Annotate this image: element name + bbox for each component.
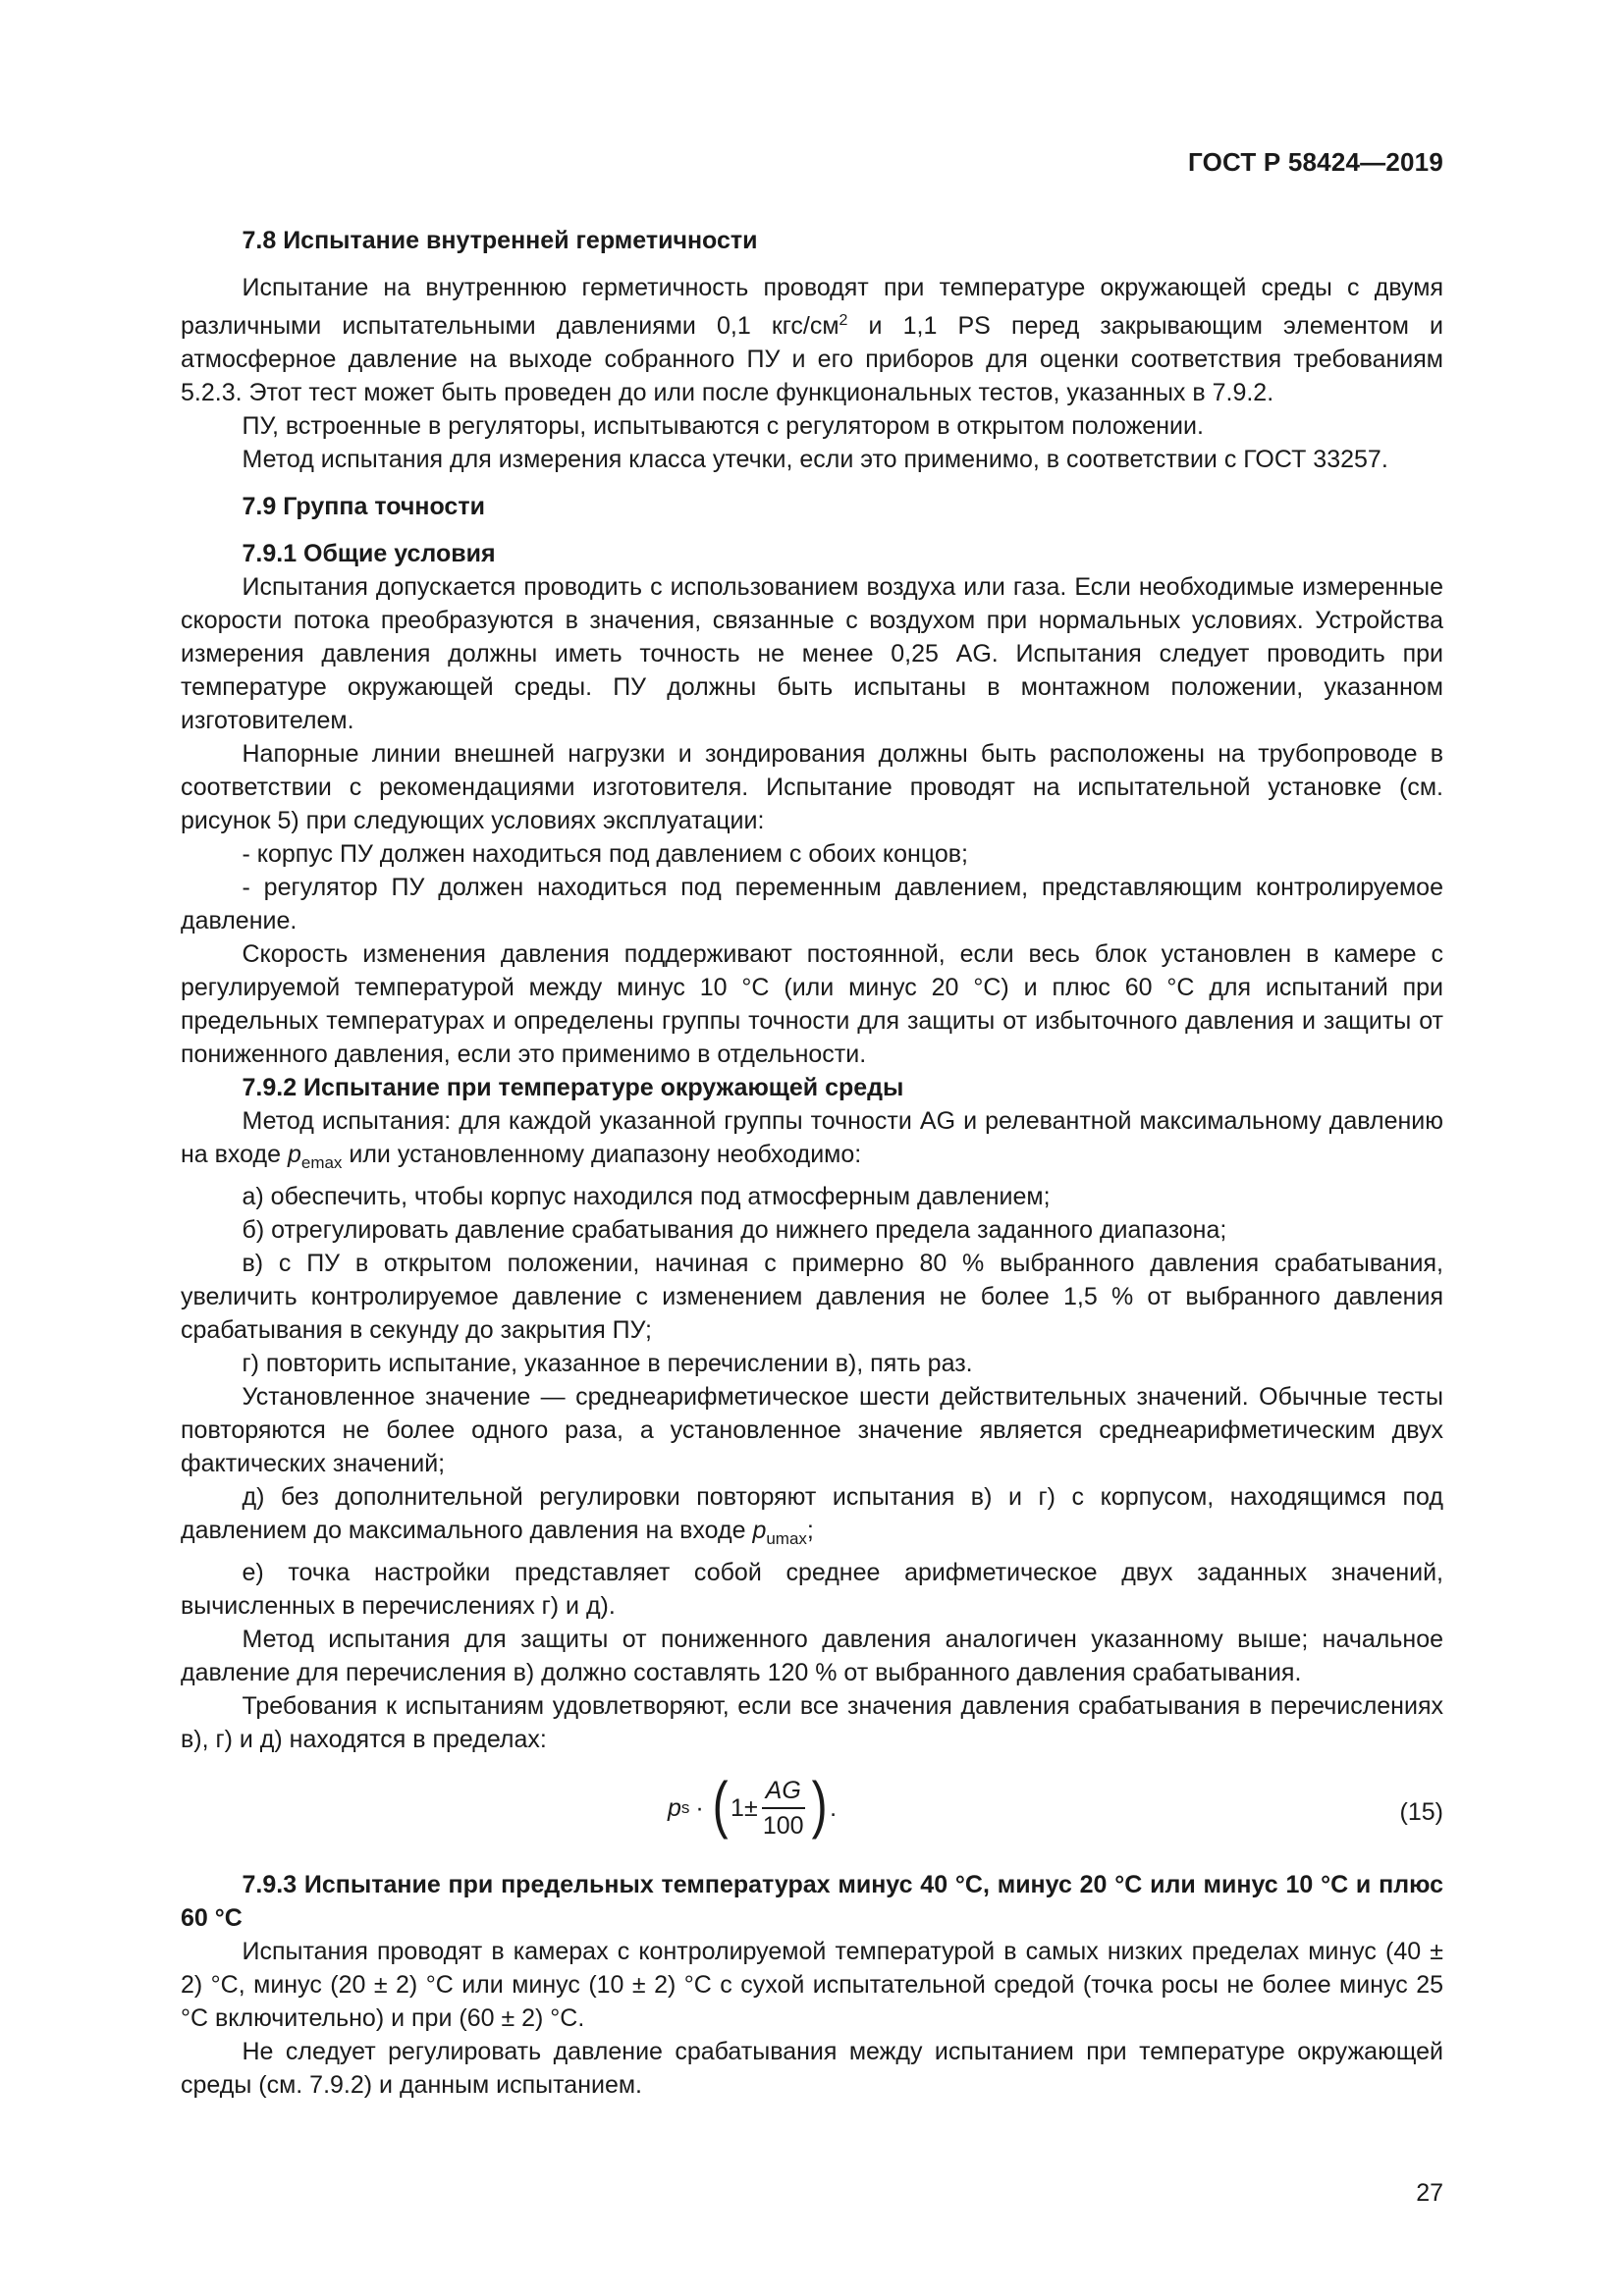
- list-item: е) точка настройки представляет собой среднее арифметическое двух заданных значений, вычисленных в перечислениях г) и д).: [181, 1559, 1443, 1620]
- document-header-id: ГОСТ Р 58424—2019: [1188, 147, 1443, 177]
- paragraph: Испытание на внутреннюю герметичность проводят при температуре окружающей среды с двумя различными испытательными давлениями 0,1 кгс/$см^2$ и 1,1 PS перед закрывающим элементом и атмосферное давление на выходе собранного ПУ и его приборов для оценки соответствия требованиям 5.2.3. Этот тест может быть проведен до или после функциональных тестов, указанных в 7.9.2.: [181, 274, 1443, 406]
- list-item: в) с ПУ в открытом положении, начиная с примерно 80 % выбранного давления срабатывания, увеличить контролируемое давление с изменением давления не более 1,5 % от выбранного давления срабатывания в секунду до закрытия ПУ;: [181, 1250, 1443, 1344]
- paragraph: Не следует регулировать давление срабатывания между испытанием при температуре окружающей среды (см. 7.9.2) и данным испытанием.: [181, 2038, 1443, 2099]
- paragraph: Скорость изменения давления поддерживают постоянной, если весь блок установлен в камере с регулируемой температурой между минус 10 °С (или минус 20 °С) и плюс 60 °С для испытаний при предельных температурах и определены группы точности для защиты от избыточного давления и защиты от пониженного давления, если это применимо в отдельности.: [181, 940, 1443, 1068]
- subsection-heading-7-9-3: 7.9.3 Испытание при предельных температурах минус 40 °С, минус 20 °С или минус 10 °С и плюс 60 °С: [181, 1871, 1443, 1932]
- list-item: б) отрегулировать давление срабатывания до нижнего предела заданного диапазона;: [242, 1216, 1227, 1244]
- paragraph: ПУ, встроенные в регуляторы, испытываются с регулятором в открытом положении.: [242, 412, 1204, 440]
- fraction: $\frac{AG}{100}$: [762, 1777, 804, 1840]
- subsection-heading-7-9-1: 7.9.1 Общие условия: [242, 540, 496, 567]
- paragraph: Метод испытания для измерения класса утечки, если это применимо, в соответствии с ГОСТ 33257.: [242, 446, 1388, 473]
- document-body: [181, 224, 1443, 2102]
- equation-number: (15): [1399, 1798, 1443, 1826]
- list-item: - корпус ПУ должен находиться под давлением с обоих концов;: [242, 840, 969, 868]
- paragraph: Испытания проводят в камерах с контролируемой температурой в самых низких пределах минус (40 ± 2) °С, минус (20 ± 2) °С или минус (10 ± 2) °С с сухой испытательной средой (точка росы не более минус 25 °С включительно) и при (60 ± 2) °С.: [181, 1938, 1443, 2032]
- list-item: г) повторить испытание, указанное в перечислении в), пять раз.: [242, 1350, 973, 1377]
- paragraph: Испытания допускается проводить с использованием воздуха или газа. Если необходимые измеренные скорости потока преобразуются в значения, связанные с воздухом при нормальных условиях. Устройства измерения давления должны иметь точность не менее 0,25 AG. Испытания следует проводить при температуре окружающей среды. ПУ должны быть испытаны в монтажном положении, указанном изготовителем.: [181, 573, 1443, 734]
- paragraph: Требования к испытаниям удовлетворяют, если все значения давления срабатывания в перечислениях в), г) и д) находятся в пределах:: [181, 1692, 1443, 1753]
- paragraph: Метод испытания: для каждой указанной группы точности AG и релевантной максимальному давлению на входе $p_{emax}$ или установленному диапазону необходимо:: [181, 1107, 1443, 1172]
- formula: p s · ( 1± $\frac{AG}{100}$ ) .: [668, 1769, 838, 1840]
- page-number: 27: [1416, 2179, 1443, 2207]
- section-heading-7-9: 7.9 Группа точности: [242, 493, 485, 520]
- list-item: а) обеспечить, чтобы корпус находился под атмосферным давлением;: [242, 1183, 1051, 1210]
- paragraph: Установленное значение — среднеарифметическое шести действительных значений. Обычные тесты повторяются не более одного раза, а установленное значение является среднеарифметическим двух фактических значений;: [181, 1383, 1443, 1477]
- list-item: - регулятор ПУ должен находиться под переменным давлением, представляющим контролируемое давление.: [181, 874, 1443, 934]
- equation-15: [181, 1766, 1443, 1860]
- paragraph: Напорные линии внешней нагрузки и зондирования должны быть расположены на трубопроводе в соответствии с рекомендациями изготовителя. Испытание проводят на испытательной установке (см. рисунок 5) при следующих условиях эксплуатации:: [181, 740, 1443, 834]
- list-item: д) без дополнительной регулировки повторяют испытания в) и г) с корпусом, находящимся под давлением до максимального давления на входе $p_{umax}$;: [181, 1483, 1443, 1548]
- subsection-heading-7-9-2: 7.9.2 Испытание при температуре окружающей среды: [242, 1074, 904, 1101]
- paragraph: Метод испытания для защиты от пониженного давления аналогичен указанному выше; начальное давление для перечисления в) должно составлять 120 % от выбранного давления срабатывания.: [181, 1626, 1443, 1686]
- section-heading-7-8: 7.8 Испытание внутренней герметичности: [242, 227, 758, 254]
